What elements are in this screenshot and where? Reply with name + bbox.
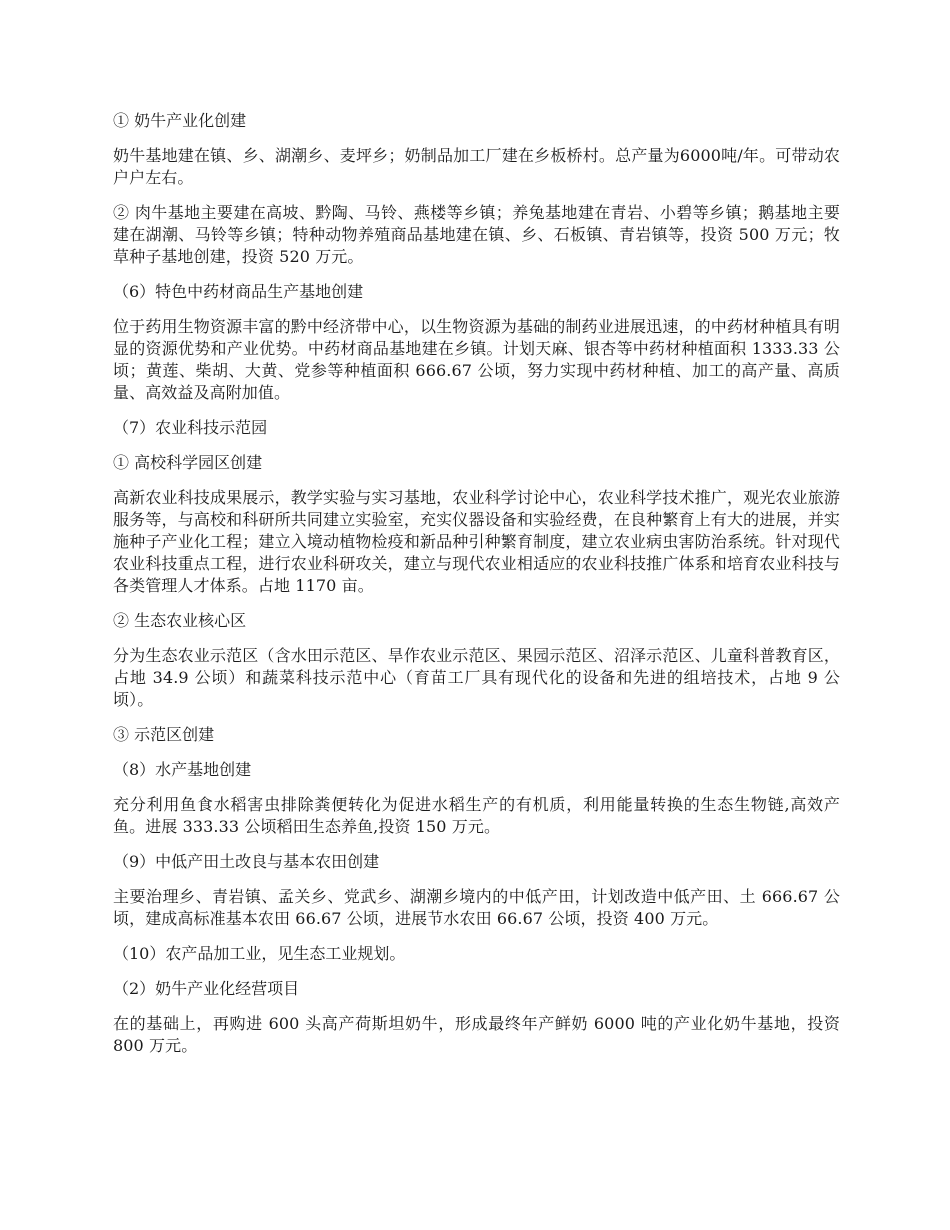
paragraph-eco-agri-core-zone: 分为生态农业示范区（含水田示范区、旱作农业示范区、果园示范区、沼泽示范区、儿童科普教育区，占地 34.9 公顷）和蔬菜科技示范中心（育苗工厂具有现代化的设备和先进的组培技术，占地 9 公顷）。: [113, 646, 840, 709]
section-heading-university-science-park: ① 高校科学园区创建: [113, 453, 263, 472]
section-heading-agri-tech-park: （7）农业科技示范园: [113, 418, 268, 437]
paragraph-university-science-park: 高新农业科技成果展示，教学实验与实习基地，农业科学讨论中心，农业科学技术推广，观光农业旅游服务等，与高校和科研所共同建立实验室，充实仪器设备和实验经费，在良种繁育上有大的进展，并实施种子产业化工程；建立入境动植物检疫和新品种引种繁育制度，建立农业病虫害防治系统。针对现代农业科技重点工程，进行农业科研攻关，建立与现代农业相适应的农业科技推广体系和培育农业科技与各类管理人才体系。占地 1170 亩。: [113, 488, 840, 595]
section-heading-medicinal-herbs: （6）特色中药材商品生产基地创建: [113, 282, 364, 301]
paragraph-farmland-improvement: 主要治理乡、青岩镇、孟关乡、党武乡、湖潮乡境内的中低产田，计划改造中低产田、土 666.67 公顷，建成高标准基本农田 66.67 公顷，进展节水农田 66.67 公顷，投资 400 万元。: [113, 887, 840, 928]
section-heading-eco-agri-core-zone: ② 生态农业核心区: [113, 611, 247, 630]
paragraph-beef-rabbit-goose-bases: ② 肉牛基地主要建在高坡、黔陶、马铃、燕楼等乡镇；养兔基地建在青岩、小碧等乡镇；鹅基地主要建在湖潮、马铃等乡镇；特种动物养殖商品基地建在镇、乡、石板镇、青岩镇等，投资 500 万元；牧草种子基地创建，投资 520 万元。: [113, 203, 840, 266]
document-body: [113, 110, 840, 1070]
paragraph-dairy-project: 在的基础上，再购进 600 头高产荷斯坦奶牛，形成最终年产鲜奶 6000 吨的产业化奶牛基地，投资 800 万元。: [113, 1014, 840, 1055]
section-heading-farmland-improvement: （9）中低产田土改良与基本农田创建: [113, 852, 380, 871]
paragraph-medicinal-herbs: 位于药用生物资源丰富的黔中经济带中心，以生物资源为基础的制药业进展迅速，的中药材种植具有明显的资源优势和产业优势。中药材商品基地建在乡镇。计划天麻、银杏等中药材种植面积 1333.33 公顷；黄莲、柴胡、大黄、党参等种植面积 666.67 公顷，努力实现中药材种植、加工的高产量、高质量、高效益及高附加值。: [113, 317, 840, 402]
section-heading-dairy-industrialization: ① 奶牛产业化创建: [113, 111, 247, 130]
paragraph-aquaculture-base: 充分利用鱼食水稻害虫排除粪便转化为促进水稻生产的有机质，利用能量转换的生态生物链,高效产鱼。进展 333.33 公顷稻田生态养鱼,投资 150 万元。: [113, 795, 840, 836]
paragraph-dairy-base: 奶牛基地建在镇、乡、湖潮乡、麦坪乡；奶制品加工厂建在乡板桥村。总产量为6000吨/年。可带动农户户左右。: [113, 146, 840, 187]
section-heading-demo-zone: ③ 示范区创建: [113, 725, 215, 744]
section-heading-agri-processing: （10）农产品加工业，见生态工业规划。: [113, 944, 406, 963]
section-heading-aquaculture-base: （8）水产基地创建: [113, 760, 252, 779]
section-heading-dairy-project: （2）奶牛产业化经营项目: [113, 979, 300, 998]
